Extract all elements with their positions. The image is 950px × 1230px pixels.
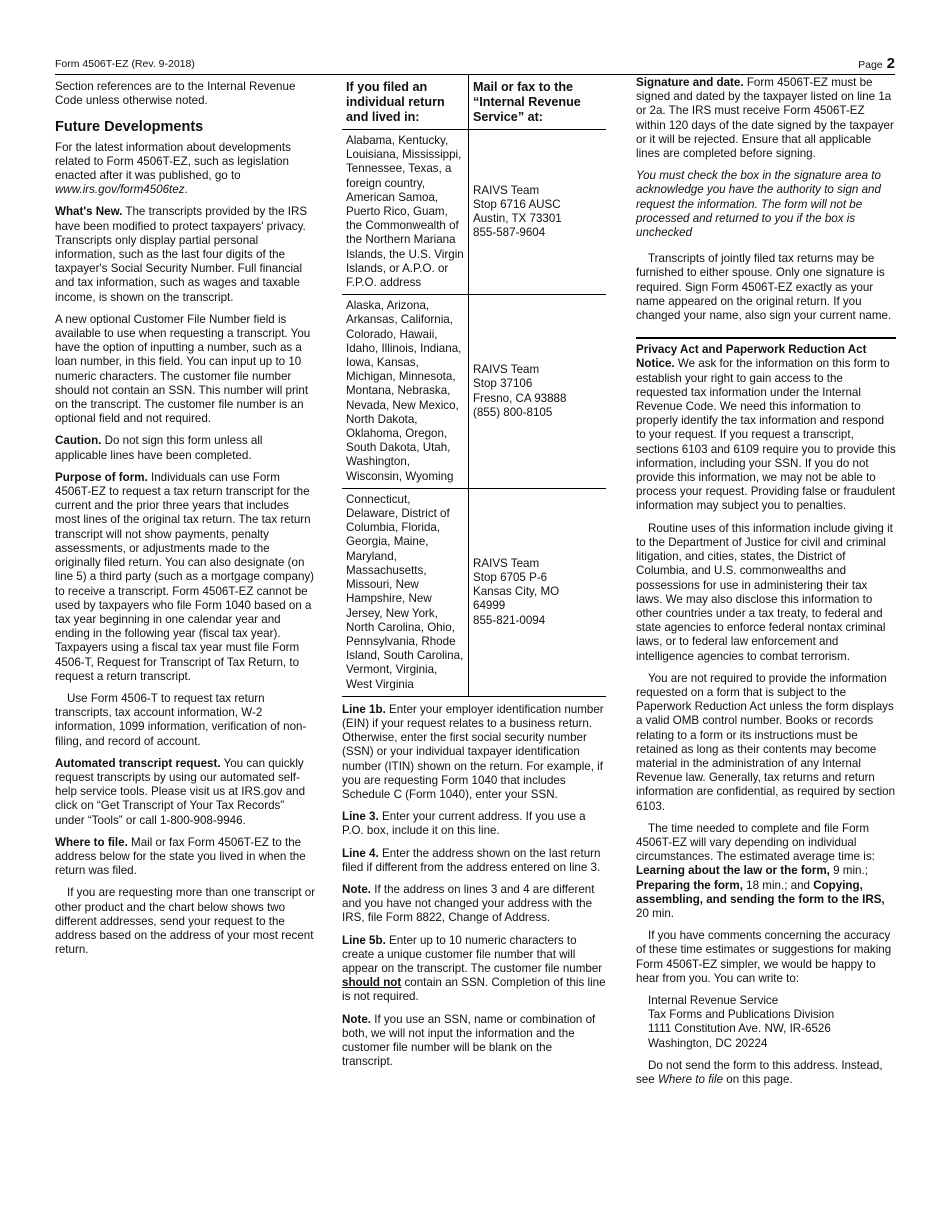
irs-mailing-address: Internal Revenue Service Tax Forms and Publications Division 1111 Constitution Ave. NW, IR-6526 Washington, DC 20224 (648, 993, 835, 1050)
table-cell-address: RAIVS Team Stop 6705 P-6 Kansas City, MO 64999 855-821-0094 (469, 488, 607, 696)
page-header (55, 54, 895, 75)
table-cell-states: Connecticut, Delaware, District of Columbia, Florida, Georgia, Maine, Maryland, Massachusetts, Missouri, New Hampshire, New Jersey, New York, North Carolina, Ohio, Pennsylvania, Rhode Island, South Carolina, Vermont, Virginia, West Virginia (342, 488, 469, 696)
column-right (636, 76, 896, 1095)
where-to-file: Where to file. Mail or fax Form 4506T-EZ to the address below for the state you lived in when the return was filed. (55, 835, 306, 878)
table-row (342, 295, 606, 489)
time-estimate-text: The time needed to complete and file Form 4506T-EZ will vary depending on individual circumstances. The estimated average time is: Learning about the law or the form, 9 min.; Preparing the form, 18 min.; and Copying, assembling, and sending the form to the IRS, 20 min. (636, 821, 885, 920)
filing-address-table (342, 74, 606, 697)
intro-text: Section references are to the Internal Revenue Code unless otherwise noted. (55, 80, 296, 108)
table-header-row (342, 74, 606, 130)
future-developments-heading: Future Developments (55, 119, 204, 136)
privacy-act-notice: Privacy Act and Paperwork Reduction Act Notice. We ask for the information on this form to establish your right to gain access to the requested tax information under the Internal Revenue Code. We need this information to properly identify the tax information and respond to your request. If you request a transcript, sections 6103 and 6109 require you to provide this information, including your SSN. If you do not provide this information, we may not be able to process your request. Providing false or fraudulent information may subject you to penalties. (636, 343, 896, 513)
page-number-label: Page 2 (858, 54, 895, 72)
comments-text: If you have comments concerning the accuracy of these time estimates or suggestions for making Form 4506T-EZ simpler, we would be happy to hear from you. You can write to: (636, 929, 892, 985)
line-3: Line 3. Enter your current address. If you use a P.O. box, include it on this line. (342, 810, 586, 838)
table-cell-address: RAIVS Team Stop 37106 Fresno, CA 93888 (855) 800-8105 (469, 295, 607, 489)
purpose-of-form: Purpose of form. Individuals can use Form 4506T-EZ to request a tax return transcript for the current and the prior three years that includes most lines of the original tax return. The tax return transcript will not show payments, penalty assessments, or adjustments made to the originally filed return. You can also designate (on line 5) a third party (such as a mortgage company) to receive a transcript. Form 4506T-EZ cannot be used by taxpayers who file Form 1040 based on a tax year beginning in one calendar year and ending in the following year (fiscal tax year). Taxpayers using a fiscal tax year must file Form 4506-T, Request for Transcript of Tax Return, to request a return transcript. (55, 470, 315, 683)
whats-new: What's New. The transcripts provided by the IRS have been modified to protect taxpayers' privacy. Transcripts only display partial personal information, such as the last four digits of the taxpayer's Social Security Number. Full financial and tax information, such as wages and taxable income, is shown on the transcript. (55, 205, 308, 304)
routine-uses-text: Routine uses of this information include giving it to the Department of Justice for civil and criminal litigation, and cities, states, the District of Columbia, and U.S. commonwealths and possessions for use in administering their tax laws. We may also disclose this information to other countries under a tax treaty, to federal and state agencies to enforce federal nontax criminal laws, or to federal law enforcement and intelligence agencies to combat terrorism. (636, 521, 893, 663)
column-middle (342, 80, 606, 1077)
signature-and-date: Signature and date. Form 4506T-EZ must be signed and dated by the taxpayer listed on line 1a or 2a. The IRS must receive Form 4506T-EZ within 120 days of the date signed by the taxpayer or it will be rejected. Ensure that all applicable lines are completed before signing. (636, 76, 894, 161)
future-developments-text: For the latest information about developments related to Form 4506T-EZ, such as legislation enacted after it was published, go to www.irs.gov/form4506tez. (55, 140, 291, 197)
line-5b: Line 5b. Enter up to 10 numeric characters to create a unique customer file number that will appear on the transcript. The customer file number should not contain an SSN. Completion of this line is not required. (342, 933, 606, 1004)
table-row (342, 130, 606, 295)
caution: Caution. Do not sign this form unless all applicable lines have been completed. (55, 434, 263, 462)
column-left (55, 80, 317, 965)
future-url: www.irs.gov/form4506tez (55, 183, 185, 197)
customer-file-number-text: A new optional Customer File Number field is available to use when requesting a transcript. You have the option of inputting a number, such as a loan number, in this field. You can input up to 10 numeric characters. The customer file number should not contain an SSN. This number will print on the transcript. The customer file number is an optional field and not required. (55, 312, 311, 426)
note-customer-file-number: Note. If you use an SSN, name or combination of both, we will not input the information and the customer file number will be blank on the transcript. (342, 1012, 596, 1069)
line-4: Line 4. Enter the address shown on the last return filed if different from the address entered on line 3. (342, 846, 601, 874)
do-not-send-text: Do not send the form to this address. Instead, see Where to file on this page. (636, 1058, 883, 1086)
table-cell-states: Alaska, Arizona, Arkansas, California, Colorado, Hawaii, Idaho, Illinois, Indiana, Iowa, Kansas, Michigan, Minnesota, Montana, Nebraska, Nevada, New Mexico, North Dakota, Oklahoma, Oregon, South Dakota, Utah, Washington, Wisconsin, Wyoming (342, 295, 469, 489)
use-4506t-text: Use Form 4506-T to request tax return transcripts, tax account information, W-2 information, 1099 information, verification of non-filing, and record of account. (55, 691, 307, 748)
table-header-states: If you filed an individual return and lived in: (342, 74, 469, 130)
table-cell-states: Alabama, Kentucky, Louisiana, Mississippi, Tennessee, Texas, a foreign country, American Samoa, Puerto Rico, Guam, the Commonwealth of the Northern Mariana Islands, the U.S. Virgin Islands, or A.P.O. or F.P.O. address (342, 130, 469, 295)
automated-transcript-request: Automated transcript request. You can quickly request transcripts by using our automated self-help service tools. Please visit us at IRS.gov and click on “Get Transcript of Your Tax Records” under “Tools” or call 1-800-908-9946. (55, 756, 306, 827)
not-required-text: You are not required to provide the information requested on a form that is subject to the Paperwork Reduction Act unless the form displays a valid OMB control number. Books or records relating to a form or its instructions must be retained as long as their contents may become material in the administration of any Internal Revenue law. Generally, tax returns and return information are confidential, as required by section 6103. (636, 671, 896, 813)
joint-returns-text: Transcripts of jointly filed tax returns may be furnished to either spouse. Only one signature is required. Sign Form 4506T-EZ exactly as your name appeared on the original return. If you changed your name, also sign your current name. (636, 252, 892, 323)
table-cell-address: RAIVS Team Stop 6716 AUSC Austin, TX 73301 855-587-9604 (469, 130, 607, 295)
line-1b: Line 1b. Enter your employer identification number (EIN) if your request relates to a business return. Otherwise, enter the first social security number (SSN) or your individual taxpayer identification number (ITIN) shown on the return. For example, if you are requesting Form 1040 that includes Schedule C (Form 1040), enter your SSN. (342, 702, 604, 801)
note-address-change: Note. If the address on lines 3 and 4 are different and you have not changed your address with the IRS, file Form 8822, Change of Address. (342, 882, 595, 925)
form-id: Form 4506T-EZ (Rev. 9-2018) (55, 57, 195, 70)
table-row (342, 488, 606, 696)
privacy-act-section (636, 337, 896, 1087)
page-number: 2 (886, 54, 895, 72)
signature-checkbox-note: You must check the box in the signature area to acknowledge you have the authority to sign and request the information. The form will not be processed and returned to you if the box is unchecked (636, 169, 881, 240)
table-header-mail: Mail or fax to the “Internal Revenue Service” at: (469, 74, 607, 130)
multiple-requests-text: If you are requesting more than one transcript or other product and the chart below shows two different addresses, send your request to the address based on the address of your most recent return. (55, 886, 316, 957)
